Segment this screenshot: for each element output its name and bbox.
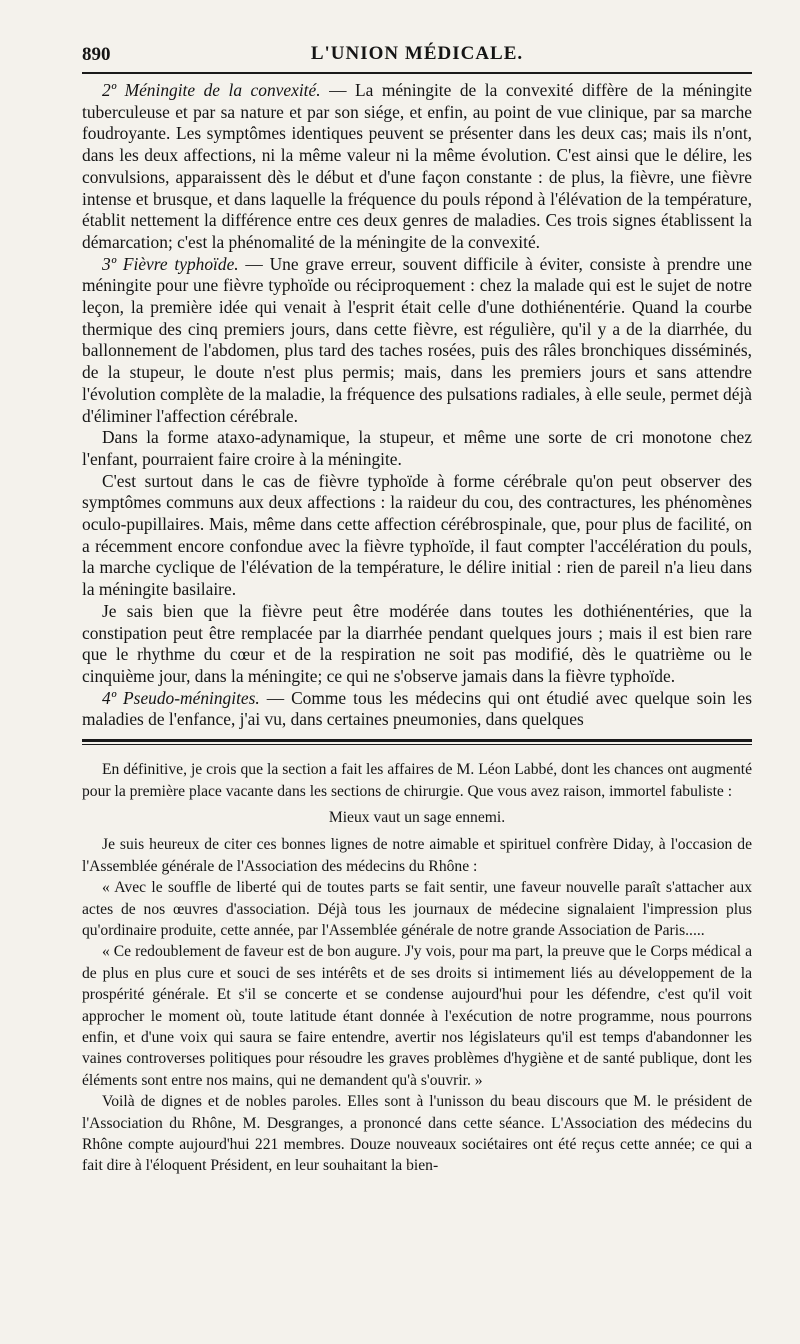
- quoted-paragraph: « Avec le souffle de liberté qui de toutes parts se fait sentir, une faveur nouvelle paraît s'attacher aux actes de nos œuvres d'association. Déjà tous les journaux de médecine signalaient l'impression plus qu'ordinaire produite, cette année, par l'Assemblée générale de notre grande Association de Paris.....: [82, 879, 752, 939]
- paragraph-pseudo-meningites: 4º Pseudo-méningites. — Comme tous les médecins qui ont étudié avec quelque soin les maladies de l'enfance, j'ai vu, dans certaines pneumonies, dans quelques: [82, 687, 752, 730]
- page-number: 890: [82, 44, 111, 65]
- feuilleton-divider: [82, 739, 752, 745]
- feuilleton-paragraph: En définitive, je crois que la section a fait les affaires de M. Léon Labbé, dont les chances ont augmenté pour la première place vacante dans les sections de chirurgie. Que vous avez raison, immortel fabuliste :: [82, 761, 752, 800]
- quoted-paragraph: « Ce redoublement de faveur est de bon augure. J'y vois, pour ma part, la preuve que le Corps médical a de plus en plus cure et souci de ses intérêts et de ses droits si intimement liés au développement de la prospérité générale. Et s'il se concerte et se condense aujourd'hui pour les défendre, c'est qu'il voit approcher le moment où, toute latitude étant donnée à l'exécution de notre programme, nous pourrons enfin, et d'une voix qui saura se faire entendre, avertir nos législateurs qu'il est temps d'abandonner les vaines controverses politiques pour résoudre les graves problèmes d'hygiène et de santé publique, dont les éléments sont entre nos mains, qui ne demandent qu'à s'ouvrir. »: [82, 943, 752, 1089]
- paragraph-ataxo-adynamique: Dans la forme ataxo-adynamique, la stupeur, et même une sorte de cri monotone chez l'enfant, pourraient faire croire à la méningite.: [82, 427, 752, 469]
- feuilleton-paragraph: Voilà de dignes et de nobles paroles. Elles sont à l'unisson du beau discours que M. le président de l'Association du Rhône, M. Desgranges, a prononcé dans cette séance. L'Association des médecins du Rhône compte aujourd'hui 221 membres. Douze nouveaux sociétaires ont été reçus cette année; ce qui a fait dire à l'éloquent Président, en leur souhaitant la bien-: [82, 1093, 752, 1175]
- page-header: [82, 42, 752, 74]
- paragraph-fievre-typhoide: 3º Fièvre typhoïde. — Une grave erreur, souvent difficile à éviter, consiste à prendre une méningite pour une fièvre typhoïde ou réciproquement : chez la malade qui est le sujet de notre leçon, la première idée qui venait à l'esprit était celle d'une dothiénentérie. Quand la courbe thermique des cinq premiers jours, dans cette fièvre, est régulière, qu'il y a de la diarrhée, du ballonnement de l'abdomen, plus tard des taches rosées, puis des râles bronchiques disséminés, de la stupeur, le doute n'est plus permis; mais, dans les premiers jours et sans attendre l'évolution complète de la maladie, la fréquence des pulsations radiales, à elle seule, permet déjà d'éliminer l'affection cérébrale.: [82, 253, 753, 426]
- main-article: [82, 80, 752, 731]
- section-label: 4º Pseudo-méningites.: [102, 687, 260, 708]
- section-label: 3º Fièvre typhoïde.: [102, 253, 239, 274]
- paragraph-meningite-convexite: 2º Méningite de la convexité. — La méningite de la convexité diffère de la méningite tuberculeuse et par sa nature et par son siége, et enfin, au point de vue clinique, par sa marche foudroyante. Les symptômes identiques peuvent se présenter dans les deux cas; mais ils n'ont, dans les deux affections, ni la même valeur ni la même évolution. C'est ainsi que le délire, les convulsions, apparaissent dès le début et d'une façon constante : de plus, la fièvre, une fièvre intense et brusque, et dans laquelle la fréquence du pouls répond à l'élévation de la température, établit nettement la différence entre ces deux genres de maladies. Ces trois signes établissent la démarcation; c'est la phénomalité de la méningite de la convexité.: [82, 80, 753, 252]
- paragraph-fievre-moderee: Je sais bien que la fièvre peut être modérée dans toutes les dothiénentéries, que la constipation peut être remplacée par la diarrhée pendant quelques jours ; mais il est bien rare que le rhythme du cœur et de la respiration ne soit pas modifié, dès le quatrième ou le cinquième jour, dans la méningite; ce qui ne s'observe jamais dans la fièvre typhoïde.: [82, 600, 752, 686]
- feuilleton-paragraph: Je suis heureux de citer ces bonnes lignes de notre aimable et spirituel confrère Diday, à l'occasion de l'Assemblée générale de l'Association des médecins du Rhône :: [82, 836, 752, 875]
- paragraph-forme-cerebrale: C'est surtout dans le cas de fièvre typhoïde à forme cérébrale qu'on peut observer des symptômes communs aux deux affections : la raideur du cou, des contractures, les phénomènes oculo-pupillaires. Mais, même dans cette affection cérébrospinale, que, pour plus de facilité, on a récemment encore confondue avec la fièvre typhoïde, il faut compter l'accélération du pouls, la marche cyclique de l'élévation de la température, le délire initial : rien de pareil n'a lieu dans la méningite basilaire.: [82, 470, 752, 600]
- running-title: L'UNION MÉDICALE.: [310, 43, 524, 64]
- feuilleton-section: [82, 759, 752, 1177]
- section-label: 2º Méningite de la convexité.: [102, 80, 321, 100]
- fable-quote: Mieux vaut un sage ennemi.: [328, 808, 506, 826]
